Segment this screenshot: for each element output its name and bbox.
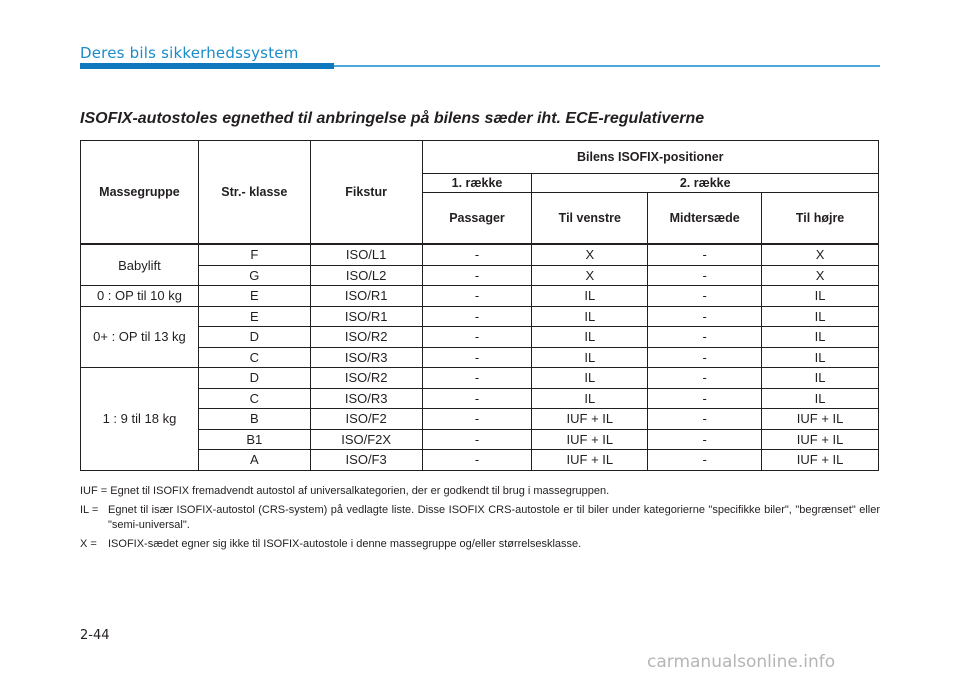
cell-passenger: - xyxy=(422,429,532,450)
cell-size-class: C xyxy=(198,388,310,409)
header-fixture: Fikstur xyxy=(310,141,422,245)
cell-right: X xyxy=(762,265,879,286)
note-il xyxy=(80,503,880,533)
cell-fixture: ISO/F2X xyxy=(310,429,422,450)
cell-size-class: B1 xyxy=(198,429,310,450)
cell-size-class: D xyxy=(198,368,310,389)
cell-fixture: ISO/F3 xyxy=(310,450,422,471)
cell-mass-group: 0+ : OP til 13 kg xyxy=(81,306,199,368)
table-row xyxy=(81,306,879,327)
cell-right: IL xyxy=(762,327,879,348)
cell-center: - xyxy=(648,429,762,450)
cell-passenger: - xyxy=(422,265,532,286)
header-center: Midtersæde xyxy=(648,193,762,245)
table-row xyxy=(81,368,879,389)
cell-passenger: - xyxy=(422,306,532,327)
cell-size-class: F xyxy=(198,244,310,265)
cell-fixture: ISO/L2 xyxy=(310,265,422,286)
note-iuf xyxy=(80,484,880,499)
table-row xyxy=(81,450,879,471)
header-passenger: Passager xyxy=(422,193,532,245)
section-header: Deres bils sikkerhedssystem xyxy=(80,44,299,62)
cell-left: IL xyxy=(532,347,648,368)
cell-passenger: - xyxy=(422,409,532,430)
table-row xyxy=(81,347,879,368)
cell-fixture: ISO/R3 xyxy=(310,347,422,368)
note-key: IL = xyxy=(80,504,99,516)
cell-mass-group: 0 : OP til 10 kg xyxy=(81,286,199,307)
note-x xyxy=(80,537,880,552)
cell-left: X xyxy=(532,244,648,265)
cell-left: IL xyxy=(532,368,648,389)
header-row-1: 1. række xyxy=(422,174,532,193)
table-row xyxy=(81,409,879,430)
cell-left: IUF + IL xyxy=(532,450,648,471)
cell-right: IL xyxy=(762,286,879,307)
cell-center: - xyxy=(648,306,762,327)
cell-center: - xyxy=(648,327,762,348)
cell-center: - xyxy=(648,347,762,368)
table-row xyxy=(81,429,879,450)
cell-size-class: G xyxy=(198,265,310,286)
cell-left: IUF + IL xyxy=(532,429,648,450)
cell-passenger: - xyxy=(422,368,532,389)
cell-right: IL xyxy=(762,388,879,409)
cell-passenger: - xyxy=(422,347,532,368)
watermark: carmanualsonline.info xyxy=(647,652,836,672)
cell-right: X xyxy=(762,244,879,265)
note-text: IUF = Egnet til ISOFIX fremadvendt autostol af universalkategorien, der er godkendt til brug i massegruppen. xyxy=(80,485,610,497)
table-row xyxy=(81,286,879,307)
cell-left: IL xyxy=(532,327,648,348)
header-rule-thin xyxy=(334,65,880,67)
cell-size-class: E xyxy=(198,306,310,327)
header-isofix-positions: Bilens ISOFIX-positioner xyxy=(422,141,878,174)
page-title: ISOFIX-autostoles egnethed til anbringelse på bilens sæder iht. ECE-regulativerne xyxy=(80,110,705,127)
cell-right: IUF + IL xyxy=(762,409,879,430)
note-key: X = xyxy=(80,538,97,550)
cell-size-class: B xyxy=(198,409,310,430)
cell-left: IL xyxy=(532,388,648,409)
cell-mass-group: Babylift xyxy=(81,244,199,286)
cell-center: - xyxy=(648,388,762,409)
cell-center: - xyxy=(648,450,762,471)
header-right: Til højre xyxy=(762,193,879,245)
cell-passenger: - xyxy=(422,450,532,471)
cell-passenger: - xyxy=(422,244,532,265)
cell-right: IL xyxy=(762,306,879,327)
cell-passenger: - xyxy=(422,286,532,307)
cell-fixture: ISO/R1 xyxy=(310,286,422,307)
table-row xyxy=(81,244,879,265)
table-body xyxy=(81,244,879,470)
page-number: 2-44 xyxy=(80,628,110,643)
cell-left: IL xyxy=(532,306,648,327)
cell-fixture: ISO/R2 xyxy=(310,368,422,389)
cell-fixture: ISO/R3 xyxy=(310,388,422,409)
cell-passenger: - xyxy=(422,388,532,409)
table-row xyxy=(81,327,879,348)
cell-size-class: C xyxy=(198,347,310,368)
header-left: Til venstre xyxy=(532,193,648,245)
note-text: ISOFIX-sædet egner sig ikke til ISOFIX-autostole i denne massegruppe og/eller størrelsesklasse. xyxy=(108,538,582,550)
legend-notes xyxy=(80,484,880,556)
header-mass-group: Massegruppe xyxy=(81,141,199,245)
cell-center: - xyxy=(648,244,762,265)
cell-passenger: - xyxy=(422,327,532,348)
cell-right: IUF + IL xyxy=(762,450,879,471)
cell-left: X xyxy=(532,265,648,286)
cell-center: - xyxy=(648,286,762,307)
cell-fixture: ISO/R1 xyxy=(310,306,422,327)
cell-fixture: ISO/L1 xyxy=(310,244,422,265)
cell-fixture: ISO/R2 xyxy=(310,327,422,348)
cell-left: IL xyxy=(532,286,648,307)
cell-center: - xyxy=(648,368,762,389)
cell-right: IL xyxy=(762,347,879,368)
cell-mass-group: 1 : 9 til 18 kg xyxy=(81,368,199,471)
header-size-class: Str.- klasse xyxy=(198,141,310,245)
cell-size-class: D xyxy=(198,327,310,348)
table-row xyxy=(81,388,879,409)
isofix-table xyxy=(80,140,879,471)
cell-size-class: E xyxy=(198,286,310,307)
cell-left: IUF + IL xyxy=(532,409,648,430)
header-row-2: 2. række xyxy=(532,174,879,193)
cell-right: IUF + IL xyxy=(762,429,879,450)
header-rule-thick xyxy=(80,63,334,69)
cell-center: - xyxy=(648,265,762,286)
cell-center: - xyxy=(648,409,762,430)
note-text: Egnet til især ISOFIX-autostol (CRS-system) på vedlagte liste. Disse ISOFIX CRS-autostole er til biler under kategorierne "specifikke biler", "begrænset" eller "semi-universal". xyxy=(108,504,880,531)
cell-fixture: ISO/F2 xyxy=(310,409,422,430)
cell-right: IL xyxy=(762,368,879,389)
table-row xyxy=(81,265,879,286)
cell-size-class: A xyxy=(198,450,310,471)
